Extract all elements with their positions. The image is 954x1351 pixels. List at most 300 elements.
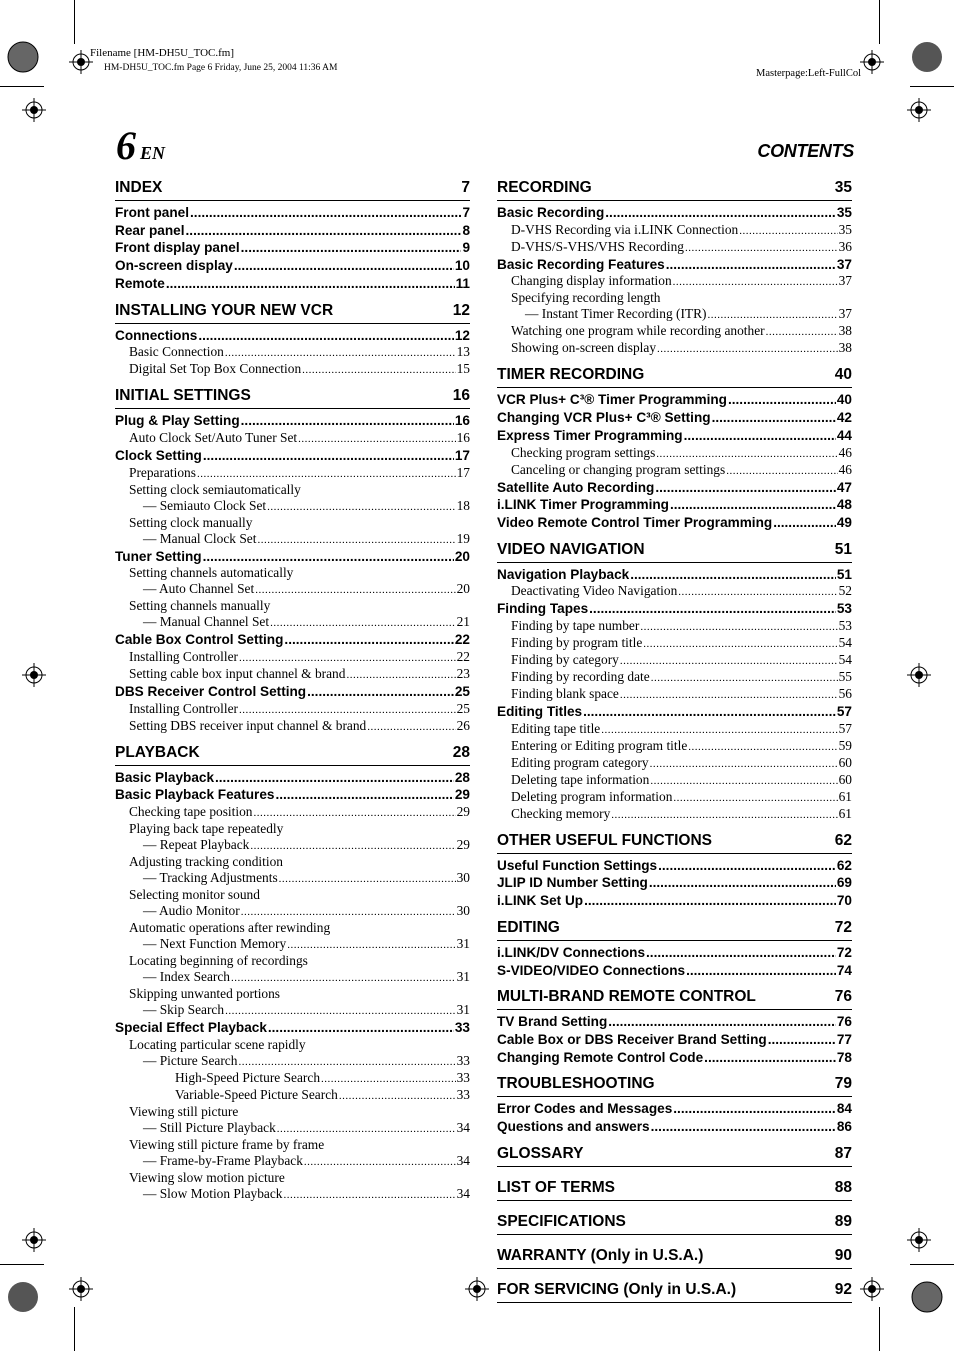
dot-leader (658, 857, 836, 875)
entry-title: — Manual Clock Set (143, 530, 257, 546)
entry-title: Installing Controller (129, 700, 238, 716)
entry-title: Satellite Auto Recording (497, 479, 655, 495)
toc-section-heading[interactable] (497, 1176, 852, 1201)
toc-entry[interactable] (497, 652, 852, 669)
toc-entry[interactable] (115, 239, 470, 257)
entry-title: Basic Recording (497, 205, 605, 220)
dot-leader (190, 204, 461, 222)
entry-page: 52 (838, 583, 852, 599)
entry-title: Skipping unwanted portions (129, 986, 281, 1002)
toc-entry[interactable] (115, 548, 470, 566)
entry-page: 55 (838, 669, 852, 685)
dot-leader (766, 324, 838, 340)
file-info (90, 46, 337, 76)
entry-title: Questions and answers (497, 1119, 650, 1135)
entry-page: 62 (836, 857, 852, 873)
entry-title: Watching one program while recording another (511, 323, 765, 339)
entry-title: Tuner Setting (115, 548, 202, 564)
section-title: OTHER USEFUL FUNCTIONS (497, 831, 712, 849)
dot-leader (773, 514, 836, 532)
section-title: EDITING (497, 918, 560, 936)
entry-title: — Index Search (143, 969, 231, 985)
toc-entry[interactable] (115, 465, 470, 482)
entry-page: 22 (456, 649, 470, 665)
toc-entry[interactable] (115, 598, 470, 614)
dot-leader (589, 600, 836, 618)
toc-section-heading[interactable] (115, 299, 470, 324)
dot-leader (684, 427, 836, 445)
toc-section-heading[interactable] (497, 1142, 852, 1167)
dot-leader (270, 615, 456, 631)
dot-leader (304, 1154, 456, 1170)
dot-leader (649, 874, 836, 892)
page-number-value: 6 (116, 123, 136, 168)
dot-leader (708, 307, 838, 323)
toc-entry[interactable] (497, 1013, 852, 1031)
dot-leader (739, 223, 837, 239)
toc-entry[interactable] (115, 1120, 470, 1137)
dot-leader (650, 773, 837, 789)
crosshair-icon (465, 1277, 489, 1301)
toc-entry[interactable] (497, 1118, 852, 1136)
toc-entry[interactable] (497, 669, 852, 686)
toc-entry[interactable] (115, 531, 470, 548)
dot-leader (239, 650, 456, 666)
toc-entry[interactable] (115, 936, 470, 953)
dot-leader (284, 631, 453, 649)
toc-entry[interactable] (115, 649, 470, 666)
toc-entry[interactable] (115, 920, 470, 936)
entry-page: 61 (838, 788, 852, 804)
section-title: VIDEO NAVIGATION (497, 540, 645, 558)
entry-title: Plug & Play Setting (115, 413, 240, 429)
toc-entry[interactable] (115, 1137, 470, 1153)
toc-entry[interactable] (497, 857, 852, 875)
dot-leader (186, 222, 462, 240)
toc-entry[interactable] (115, 854, 470, 870)
entry-title: Specifying recording length (511, 290, 661, 306)
entry-title: Error Codes and Messages (497, 1101, 673, 1117)
entry-title: Setting clock semiautomatically (129, 481, 301, 497)
entry-title: Setting clock manually (129, 514, 253, 530)
toc-entry[interactable] (115, 344, 470, 361)
dot-leader (712, 409, 836, 427)
entry-page: 29 (454, 787, 470, 803)
toc-entry[interactable] (497, 721, 852, 738)
dot-leader (620, 653, 838, 669)
entry-title: Finding by category (511, 652, 619, 668)
entry-page: 57 (838, 720, 852, 736)
dot-leader (666, 256, 836, 274)
entry-page: 48 (836, 497, 852, 513)
toc-entry[interactable] (497, 806, 852, 823)
entry-page: 12 (454, 327, 470, 343)
entry-title: D-VHS/S-VHS/VHS Recording (511, 238, 684, 254)
entry-title: Editing Titles (497, 704, 583, 720)
entry-page: 31 (456, 936, 470, 952)
toc-entry[interactable] (497, 738, 852, 755)
toc-entry[interactable] (115, 614, 470, 631)
toc-entry[interactable] (497, 892, 852, 910)
entry-page: 8 (462, 222, 470, 238)
toc-entry[interactable] (115, 718, 470, 735)
toc-section-heading[interactable] (497, 985, 852, 1010)
section-title: TIMER RECORDING (497, 366, 645, 384)
entry-title: Deleting tape information (511, 771, 650, 787)
dot-leader (275, 786, 453, 804)
dot-leader (279, 871, 456, 887)
entry-page: 16 (454, 413, 470, 429)
section-title: FOR SERVICING (Only in U.S.A.) (497, 1280, 737, 1298)
toc-entry[interactable] (115, 701, 470, 718)
dot-leader (203, 447, 454, 465)
entry-page: 37 (838, 306, 852, 322)
entry-title: — Repeat Playback (143, 837, 250, 853)
toc-entry[interactable] (497, 618, 852, 635)
toc-section-index (115, 176, 470, 299)
entry-title: Viewing slow motion picture (129, 1169, 285, 1185)
toc-section-timer-recording (497, 363, 852, 537)
entry-page: 40 (836, 392, 852, 408)
dot-leader (321, 1071, 456, 1087)
section-page: 28 (452, 743, 470, 761)
toc-entry[interactable] (115, 1087, 470, 1104)
entry-title: Setting channels manually (129, 598, 271, 614)
entry-page: 78 (836, 1049, 852, 1065)
toc-entry[interactable] (497, 479, 852, 497)
toc-section-heading[interactable] (115, 741, 470, 766)
dot-leader (267, 499, 455, 515)
toc-section-heading[interactable] (497, 1210, 852, 1235)
toc-section-heading[interactable] (497, 1278, 852, 1303)
dot-leader (298, 431, 455, 447)
dot-leader (630, 566, 836, 584)
toc-entry[interactable] (115, 430, 470, 447)
entry-title: — Next Function Memory (143, 936, 287, 952)
toc-entry[interactable] (497, 686, 852, 703)
entry-title: — Frame-by-Frame Playback (143, 1152, 303, 1168)
entry-page: 56 (838, 686, 852, 702)
toc-section-heading[interactable] (497, 1244, 852, 1269)
toc-section-heading[interactable] (497, 538, 852, 563)
entry-page: 11 (455, 275, 470, 291)
dot-leader (688, 739, 837, 755)
entry-title: Entering or Editing program title (511, 737, 688, 753)
toc-section-recording (497, 176, 852, 363)
entry-page: 61 (838, 805, 852, 821)
toc-right-column (497, 176, 852, 1312)
crop-mark (0, 1264, 44, 1265)
toc-section-heading[interactable] (497, 916, 852, 941)
toc-entry[interactable] (497, 600, 852, 618)
masterpage-label: Masterpage:Left-FullCol (756, 68, 861, 79)
toc-entry[interactable] (497, 409, 852, 427)
toc-entry[interactable] (115, 786, 470, 804)
dot-leader (241, 239, 462, 257)
toc-entry[interactable] (497, 772, 852, 789)
entry-page: 13 (456, 344, 470, 360)
toc-entry[interactable] (115, 275, 470, 293)
dot-leader (241, 412, 454, 430)
toc-entry[interactable] (115, 204, 470, 222)
section-title: INSTALLING YOUR NEW VCR (115, 301, 334, 319)
dot-leader (643, 636, 837, 652)
entry-title: — Skip Search (143, 1002, 225, 1018)
entry-page: 33 (456, 1069, 470, 1085)
page-number (116, 124, 165, 175)
toc-entry[interactable] (497, 944, 852, 962)
dot-leader (651, 1118, 836, 1136)
crop-mark (74, 0, 75, 44)
toc-entry[interactable] (497, 1100, 852, 1118)
page-title: CONTENTS (757, 141, 854, 161)
entry-title: Deactivating Video Navigation (511, 583, 678, 599)
toc-section-heading[interactable] (497, 176, 852, 201)
dot-leader (241, 904, 456, 920)
toc-entry[interactable] (497, 273, 852, 290)
toc-entry[interactable] (497, 204, 852, 222)
dot-leader (670, 496, 836, 514)
crosshair-icon (22, 98, 46, 122)
section-page: 12 (452, 301, 470, 319)
crop-mark (879, 1307, 880, 1351)
toc-entry[interactable] (497, 635, 852, 652)
toc-entry[interactable] (497, 496, 852, 514)
toc-entry[interactable] (497, 566, 852, 584)
toc-entry[interactable] (115, 769, 470, 787)
dot-leader (657, 341, 838, 357)
entry-page: 16 (456, 429, 470, 445)
toc-entry[interactable] (497, 239, 852, 256)
section-page: 40 (834, 366, 852, 384)
toc-entry[interactable] (497, 1049, 852, 1067)
toc-entry[interactable] (115, 969, 470, 986)
dot-leader (302, 362, 455, 378)
toc-entry[interactable] (115, 498, 470, 515)
entry-title: Viewing still picture frame by frame (129, 1136, 325, 1152)
entry-title: Basic Playback Features (115, 787, 275, 803)
entry-title: Cable Box Control Setting (115, 632, 284, 648)
entry-page: 34 (456, 1185, 470, 1201)
toc-section-warranty-only-in-u-s-a (497, 1244, 852, 1278)
dot-leader (685, 240, 838, 256)
toc-entry[interactable] (115, 887, 470, 903)
entry-page: 26 (456, 717, 470, 733)
entry-title: Navigation Playback (497, 566, 630, 582)
toc-entry[interactable] (497, 427, 852, 445)
dot-leader (686, 962, 836, 980)
toc-entry[interactable] (497, 755, 852, 772)
toc-entry[interactable] (115, 1037, 470, 1053)
toc-entry[interactable] (115, 631, 470, 649)
toc-entry[interactable] (115, 683, 470, 701)
dot-leader (601, 722, 837, 738)
section-title: MULTI-BRAND REMOTE CONTROL (497, 988, 756, 1006)
toc-entry[interactable] (115, 361, 470, 378)
toc-entry[interactable] (115, 327, 470, 345)
section-title: WARRANTY (Only in U.S.A.) (497, 1246, 704, 1264)
entry-page: 57 (836, 704, 852, 720)
entry-page: 25 (454, 684, 470, 700)
toc-entry[interactable] (497, 462, 852, 479)
entry-title: Automatic operations after rewinding (129, 920, 331, 936)
toc-entry[interactable] (497, 962, 852, 980)
toc-section-heading[interactable] (497, 363, 852, 388)
toc-entry[interactable] (115, 482, 470, 498)
entry-page: 33 (456, 1052, 470, 1068)
toc-entry[interactable] (115, 565, 470, 581)
filename-label: Filename [HM-DH5U_TOC.fm] (90, 47, 234, 59)
file-details: HM-DH5U_TOC.fm Page 6 Friday, June 25, 2004 11:36 AM (104, 63, 338, 73)
dot-leader (656, 446, 837, 462)
toc-entry[interactable] (115, 222, 470, 240)
entry-title: Editing tape title (511, 720, 601, 736)
toc-entry[interactable] (497, 340, 852, 357)
entry-title: Setting DBS receiver input channel & brand (129, 717, 367, 733)
section-spacer (115, 1203, 470, 1209)
dot-leader (704, 1049, 836, 1067)
entry-page: 47 (836, 479, 852, 495)
entry-page: 54 (838, 652, 852, 668)
dot-leader (253, 805, 455, 821)
entry-title: Playing back tape repeatedly (129, 821, 284, 837)
toc-entry[interactable] (497, 222, 852, 239)
entry-page: 35 (838, 221, 852, 237)
dot-leader (646, 944, 836, 962)
entry-page: 20 (456, 581, 470, 597)
toc-entry[interactable] (497, 583, 852, 600)
entry-title: Finding blank space (511, 686, 619, 702)
entry-page: 23 (456, 666, 470, 682)
toc-entry[interactable] (497, 1031, 852, 1049)
entry-page: 44 (836, 427, 852, 443)
section-title: SPECIFICATIONS (497, 1212, 626, 1230)
entry-title: Rear panel (115, 222, 185, 238)
entry-page: 37 (838, 273, 852, 289)
toc-entry[interactable] (497, 391, 852, 409)
toc-section-heading[interactable] (115, 176, 470, 201)
entry-title: Deleting program information (511, 788, 673, 804)
crop-mark (910, 86, 954, 87)
entry-page: 17 (454, 447, 470, 463)
dot-leader (728, 391, 836, 409)
section-page: 76 (834, 988, 852, 1006)
toc-entry[interactable] (115, 837, 470, 854)
toc-section-heading[interactable] (497, 1072, 852, 1097)
entry-title: — Audio Monitor (143, 903, 240, 919)
toc-section-heading[interactable] (497, 829, 852, 854)
dot-leader (239, 702, 456, 718)
toc-entry[interactable] (115, 1070, 470, 1087)
toc-section-heading[interactable] (115, 384, 470, 409)
toc-entry[interactable] (115, 804, 470, 821)
entry-title: S-VIDEO/VIDEO Connections (497, 962, 686, 978)
toc-entry[interactable] (115, 1153, 470, 1170)
entry-title: — Instant Timer Recording (ITR) (525, 306, 707, 322)
toc-entry[interactable] (115, 515, 470, 531)
entry-title: Viewing still picture (129, 1103, 239, 1119)
entry-page: 7 (462, 205, 470, 220)
toc-entry[interactable] (115, 1104, 470, 1120)
entry-title: — Semiauto Clock Set (143, 497, 267, 513)
entry-page: 42 (836, 410, 852, 426)
entry-title: Variable-Speed Picture Search (175, 1086, 338, 1102)
toc-entry[interactable] (115, 903, 470, 920)
toc-entry[interactable] (497, 789, 852, 806)
toc-entry[interactable] (497, 445, 852, 462)
entry-page: 84 (836, 1101, 852, 1117)
toc-entry[interactable] (115, 1019, 470, 1037)
toc-entry[interactable] (497, 256, 852, 274)
toc-section-list-of-terms (497, 1176, 852, 1210)
dot-leader (197, 466, 456, 482)
entry-page: 10 (454, 258, 470, 274)
entry-page: 77 (836, 1031, 852, 1047)
entry-page: 36 (838, 238, 852, 254)
dot-leader (651, 670, 838, 686)
entry-title: — Manual Channel Set (143, 614, 270, 630)
toc-entry[interactable] (115, 821, 470, 837)
toc-entry[interactable] (497, 306, 852, 323)
toc-entry[interactable] (115, 1053, 470, 1070)
entry-title: Checking memory (511, 805, 611, 821)
dot-leader (255, 582, 455, 598)
toc-entry[interactable] (115, 870, 470, 887)
toc-entry[interactable] (115, 1170, 470, 1186)
toc-entry[interactable] (115, 1002, 470, 1019)
toc-entry[interactable] (115, 412, 470, 430)
entry-title: — Auto Channel Set (143, 581, 255, 597)
dot-leader (673, 274, 838, 290)
section-spacer (497, 1306, 852, 1312)
toc-section-installing-your-new-vcr (115, 299, 470, 385)
toc-section-video-navigation (497, 538, 852, 829)
toc-entry[interactable] (115, 257, 470, 275)
entry-page: 49 (836, 514, 852, 530)
entry-title: JLIP ID Number Setting (497, 875, 648, 891)
entry-page: 74 (836, 962, 852, 978)
section-page: 16 (452, 387, 470, 405)
toc-entry[interactable] (115, 986, 470, 1002)
entry-title: VCR Plus+ C³® Timer Programming (497, 392, 727, 408)
entry-page: 18 (456, 497, 470, 513)
toc-section-for-servicing-only-in-u-s-a (497, 1278, 852, 1312)
section-page: 79 (834, 1075, 852, 1093)
entry-page: 31 (456, 969, 470, 985)
toc-entry[interactable] (497, 290, 852, 306)
toc-entry[interactable] (115, 953, 470, 969)
toc-entry[interactable] (497, 514, 852, 532)
section-page: 89 (834, 1212, 852, 1230)
entry-page: 28 (454, 769, 470, 785)
toc-entry[interactable] (115, 581, 470, 598)
toc-entry[interactable] (497, 703, 852, 721)
crop-mark (879, 0, 880, 44)
section-title: LIST OF TERMS (497, 1178, 615, 1196)
toc-entry[interactable] (115, 447, 470, 465)
toc-section-editing (497, 916, 852, 985)
toc-entry[interactable] (497, 323, 852, 340)
entry-title: Adjusting tracking condition (129, 854, 283, 870)
section-title: TROUBLESHOOTING (497, 1075, 655, 1093)
toc-entry[interactable] (115, 666, 470, 683)
dot-leader (584, 892, 836, 910)
toc-entry[interactable] (115, 1186, 470, 1203)
entry-title: Finding Tapes (497, 601, 589, 617)
entry-page: 33 (456, 1086, 470, 1102)
toc-entry[interactable] (497, 874, 852, 892)
entry-title: Cable Box or DBS Receiver Brand Setting (497, 1031, 767, 1047)
